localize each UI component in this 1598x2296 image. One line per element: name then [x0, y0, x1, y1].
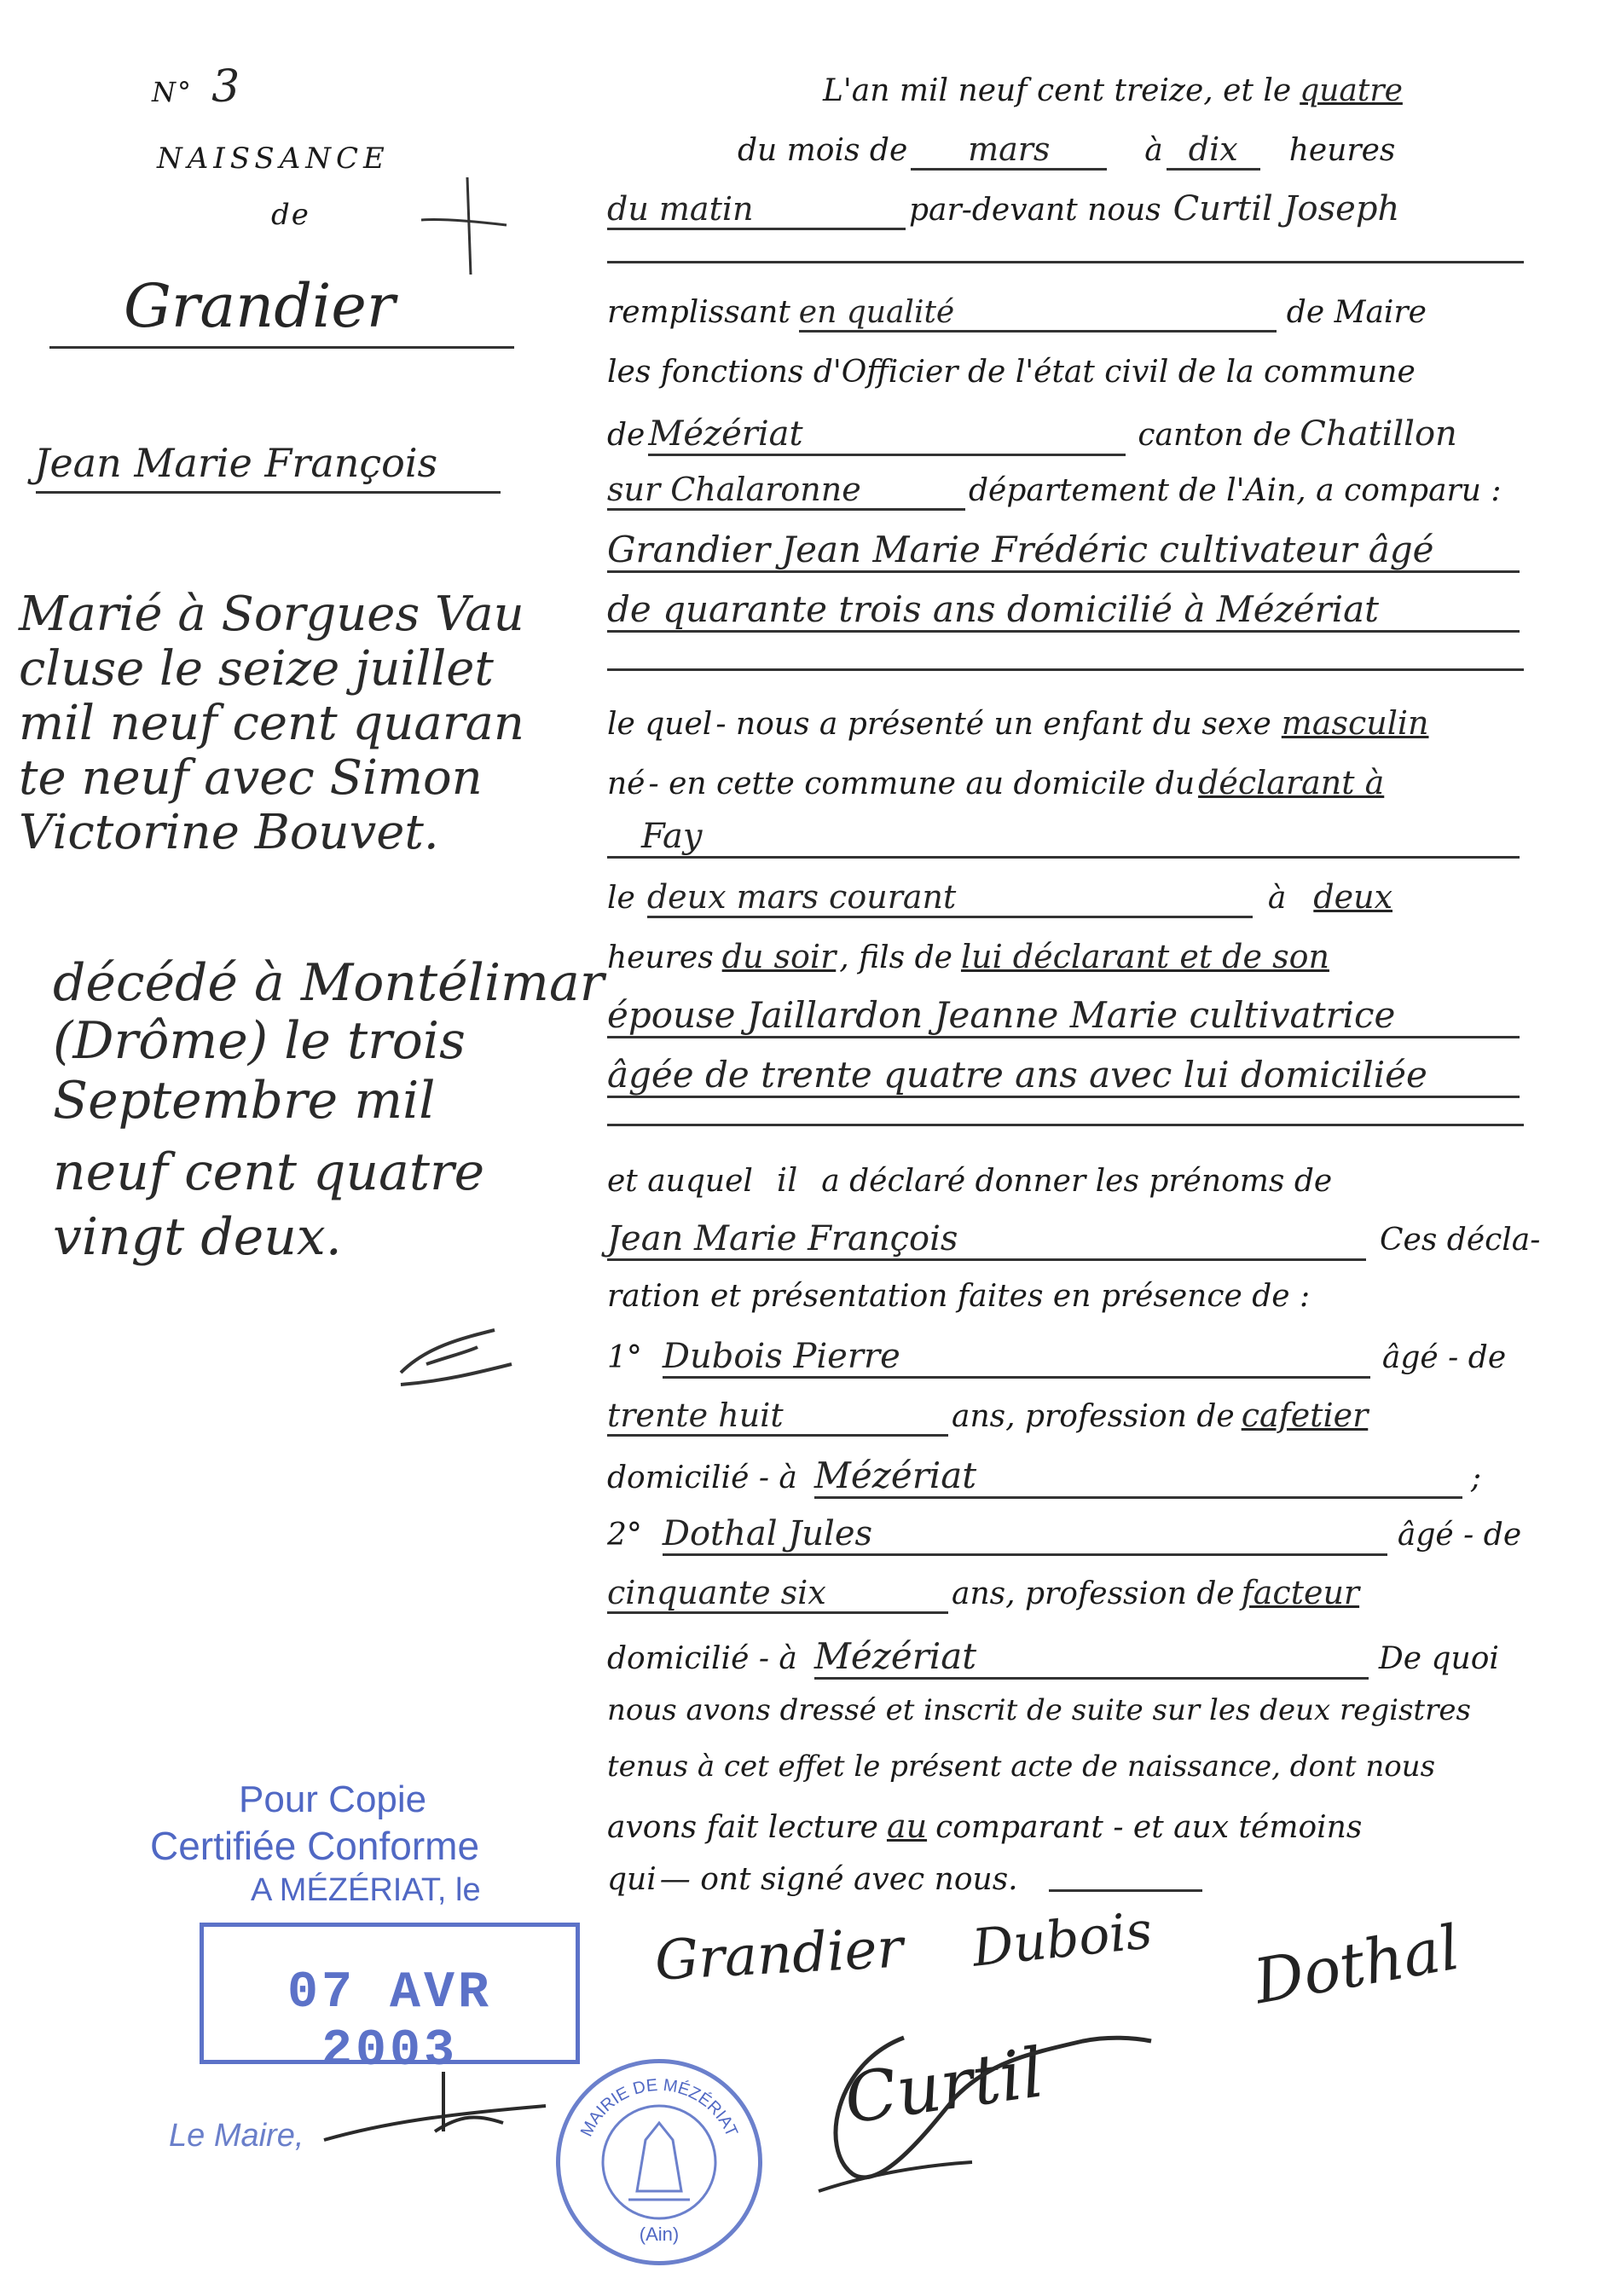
body-line-10-print-1: le quel — [607, 707, 713, 742]
body-line-2-print-1: du mois de — [738, 133, 908, 168]
body-line-10-print-2: nous a présenté un enfant du sexe — [735, 707, 1271, 742]
body-line-13-print-2: à — [1267, 881, 1287, 916]
body-line-23-print-1: 2° — [607, 1518, 642, 1553]
mayor-signature-flourish-icon — [802, 2004, 1160, 2208]
margin-note-death-2: (Drôme) le trois — [53, 1011, 466, 1071]
body-line-20 — [607, 1337, 1506, 1379]
rule-2 — [607, 668, 1524, 671]
body-line-3-print-1: par-devant nous — [909, 193, 1161, 228]
stamp-line-2: Certifiée Conforme — [150, 1824, 480, 1868]
seal-bottom-text: (Ain) — [639, 2224, 680, 2245]
body-line-20-print-2: âgé - de — [1381, 1340, 1507, 1375]
margin-paraph-icon — [392, 1313, 520, 1390]
stamp-line-1: Pour Copie — [239, 1778, 427, 1820]
body-line-20-print-1: 1° — [607, 1340, 642, 1375]
body-line-6 — [607, 414, 1457, 456]
body-line-17-print-2: a déclaré donner les prénoms de — [821, 1164, 1333, 1199]
body-line-24-hand-1: cinquante six — [607, 1574, 948, 1614]
body-line-12: Fay — [607, 817, 1520, 859]
body-line-18-print-1: Ces décla- — [1380, 1223, 1541, 1258]
body-line-16: âgée de trente quatre ans avec lui domiciliée — [607, 1054, 1520, 1098]
body-line-10-hand-1: masculin — [1281, 704, 1429, 742]
body-line-28-print-2: comparant - et aux témoins — [935, 1810, 1363, 1845]
body-line-28 — [607, 1807, 1362, 1845]
body-line-23-print-2: âgé - de — [1397, 1518, 1522, 1553]
stamp-date: 07 AVR 2003 — [287, 1964, 493, 2080]
body-line-14-print-2: , fils de — [839, 940, 952, 975]
body-line-6-hand-2: Chatillon — [1300, 414, 1457, 454]
body-line-17-hand-1: il — [776, 1161, 798, 1199]
margin-note-marriage-1: Marié à Sorgues Vau — [19, 587, 524, 642]
rule-3 — [607, 1124, 1524, 1126]
cross-mark-icon — [418, 171, 512, 281]
body-line-24-print-1: ans, profession de — [952, 1576, 1235, 1611]
body-line-2-print-3: heures — [1288, 133, 1396, 168]
record-number — [152, 61, 241, 113]
body-line-15: épouse Jaillardon Jeanne Marie cultivatrice — [607, 994, 1520, 1038]
body-line-23 — [607, 1514, 1521, 1556]
body-line-11-dash: - — [648, 766, 669, 801]
mayor-paraph-icon — [316, 2063, 554, 2157]
body-line-9: de quarante trois ans domicilié à Mézériat — [607, 588, 1520, 633]
body-line-14 — [607, 938, 1329, 975]
signature-grandier: Grandier — [653, 1917, 905, 1993]
body-line-21-hand-2: cafetier — [1241, 1397, 1369, 1434]
body-line-18-hand-1: Jean Marie François — [607, 1219, 1366, 1261]
body-line-25 — [607, 1635, 1499, 1680]
body-line-7-hand-1: sur Chalaronne — [607, 471, 965, 511]
child-surname: Grandier — [124, 271, 396, 341]
margin-note-marriage-3: mil neuf cent quaran — [19, 696, 524, 751]
record-number-prefix: N° — [152, 76, 193, 108]
margin-note-death-4: neuf cent quatre — [53, 1142, 485, 1202]
record-number-value: 3 — [211, 61, 242, 113]
body-line-25-hand-1: Mézériat — [814, 1635, 1369, 1680]
signature-curtil: Curtil — [839, 2033, 1049, 2139]
signature-dothal: Dothal — [1248, 1911, 1465, 2018]
body-line-13-hand-2: deux — [1313, 878, 1393, 916]
body-line-7 — [607, 471, 1502, 511]
body-line-24 — [607, 1574, 1359, 1614]
body-line-25-print-1: domicilié - à — [607, 1641, 797, 1676]
stamp-line-3: A MÉZÉRIAT, le — [251, 1872, 481, 1908]
body-line-3-hand-1: du matin — [607, 190, 906, 230]
body-line-6-print-2: canton de — [1138, 418, 1292, 453]
body-line-13-hand-1: deux mars courant — [647, 878, 1253, 918]
margin-note-death-3: Septembre mil — [53, 1071, 436, 1131]
body-line-8: Grandier Jean Marie Frédéric cultivateur âgé — [607, 529, 1520, 573]
margin-note-marriage-4: te neuf avec Simon — [19, 750, 483, 806]
body-line-14-hand-1: du soir — [721, 938, 837, 975]
body-line-10 — [607, 704, 1429, 742]
body-line-22 — [607, 1455, 1481, 1499]
body-line-17 — [607, 1161, 1332, 1199]
child-given-names: Jean Marie François — [34, 440, 438, 486]
margin-note-death-5: vingt deux. — [53, 1207, 342, 1267]
body-line-29 — [607, 1862, 1018, 1897]
body-line-29-print-2: ont signé avec nous. — [700, 1862, 1018, 1897]
body-line-22-hand-1: Mézériat — [814, 1455, 1462, 1499]
body-line-6-print-1: de — [607, 418, 646, 453]
body-line-11 — [607, 764, 1384, 801]
body-line-29-dash: — — [659, 1862, 701, 1897]
date-stamp-box — [200, 1923, 580, 2080]
body-line-14-hand-2: lui déclarant et de son — [960, 938, 1329, 975]
body-line-4-print-2: de Maire — [1286, 295, 1427, 330]
margin-note-marriage-5: Victorine Bouvet. — [19, 805, 439, 860]
given-names-underline — [36, 491, 501, 494]
record-title-de: de — [271, 198, 310, 232]
body-line-21-print-1: ans, profession de — [952, 1399, 1235, 1434]
body-line-6-hand-1: Mézériat — [648, 414, 1126, 456]
body-line-19: ration et présentation faites en présence de : — [607, 1279, 1311, 1314]
body-line-27: tenus à cet effet le présent acte de naissance, dont nous — [607, 1749, 1436, 1784]
body-line-1 — [823, 73, 1403, 108]
signature-dubois: Dubois — [969, 1900, 1155, 1979]
body-line-13 — [607, 878, 1392, 918]
body-line-29-print-1: qui — [607, 1862, 657, 1897]
body-line-3-hand-2: Curtil Joseph — [1172, 189, 1400, 228]
body-line-4-print-1: remplissant — [607, 295, 790, 330]
body-line-7-print-1: département de l'Ain, a comparu : — [969, 473, 1502, 508]
body-line-4 — [607, 295, 1427, 333]
closing-rule — [1049, 1889, 1202, 1892]
body-line-5: les fonctions d'Officier de l'état civil de la commune — [607, 355, 1416, 390]
body-line-2-hand-2: dix — [1167, 130, 1260, 171]
body-line-21-hand-1: trente huit — [607, 1397, 948, 1437]
margin-note-death-1: décédé à Montélimar — [53, 953, 605, 1013]
seal-top-text: MAIRIE DE MÉZÉRIAT — [576, 2075, 742, 2140]
body-line-22-print-1: domicilié - à — [607, 1460, 797, 1495]
body-line-2-print-2: à — [1144, 133, 1163, 168]
body-line-20-hand-1: Dubois Pierre — [663, 1337, 1370, 1379]
body-line-11-hand-1: déclarant à — [1198, 764, 1385, 801]
body-line-2 — [738, 130, 1395, 171]
body-line-3 — [607, 189, 1399, 230]
body-line-28-print-1: avons fait lecture — [607, 1810, 878, 1845]
body-line-14-print-1: heures — [607, 940, 714, 975]
body-line-2-hand-1: mars — [911, 130, 1107, 171]
body-line-13-print-1: le — [607, 881, 635, 916]
body-line-1-hand: quatre — [1300, 73, 1403, 108]
stamp-maire-label: Le Maire, — [169, 2118, 304, 2154]
body-line-11-print-2: en cette commune au domicile du — [669, 766, 1196, 801]
margin-note-marriage-2: cluse le seize juillet — [19, 641, 494, 697]
body-line-22-print-2: ; — [1470, 1460, 1482, 1495]
body-line-21 — [607, 1397, 1368, 1437]
body-line-26: nous avons dressé et inscrit de suite sur les deux registres — [607, 1693, 1471, 1727]
body-line-4-hand-1: en qualité — [799, 295, 1277, 333]
body-line-23-hand-1: Dothal Jules — [663, 1514, 1387, 1556]
body-line-25-print-2: De quoi — [1378, 1641, 1499, 1676]
rule-1 — [607, 261, 1524, 263]
body-line-11-print-1: né — [607, 766, 646, 801]
body-line-28-hand-1: au — [886, 1807, 928, 1845]
body-line-17-print-1: et auquel — [607, 1164, 753, 1199]
body-line-24-hand-2: facteur — [1241, 1574, 1360, 1611]
surname-underline — [49, 346, 514, 349]
body-line-18 — [607, 1219, 1540, 1261]
body-line-10-dash: - — [715, 707, 736, 742]
body-line-1-print: L'an mil neuf cent treize, et le — [823, 73, 1292, 108]
municipal-seal — [556, 2059, 762, 2265]
record-title: NAISSANCE — [157, 142, 390, 176]
